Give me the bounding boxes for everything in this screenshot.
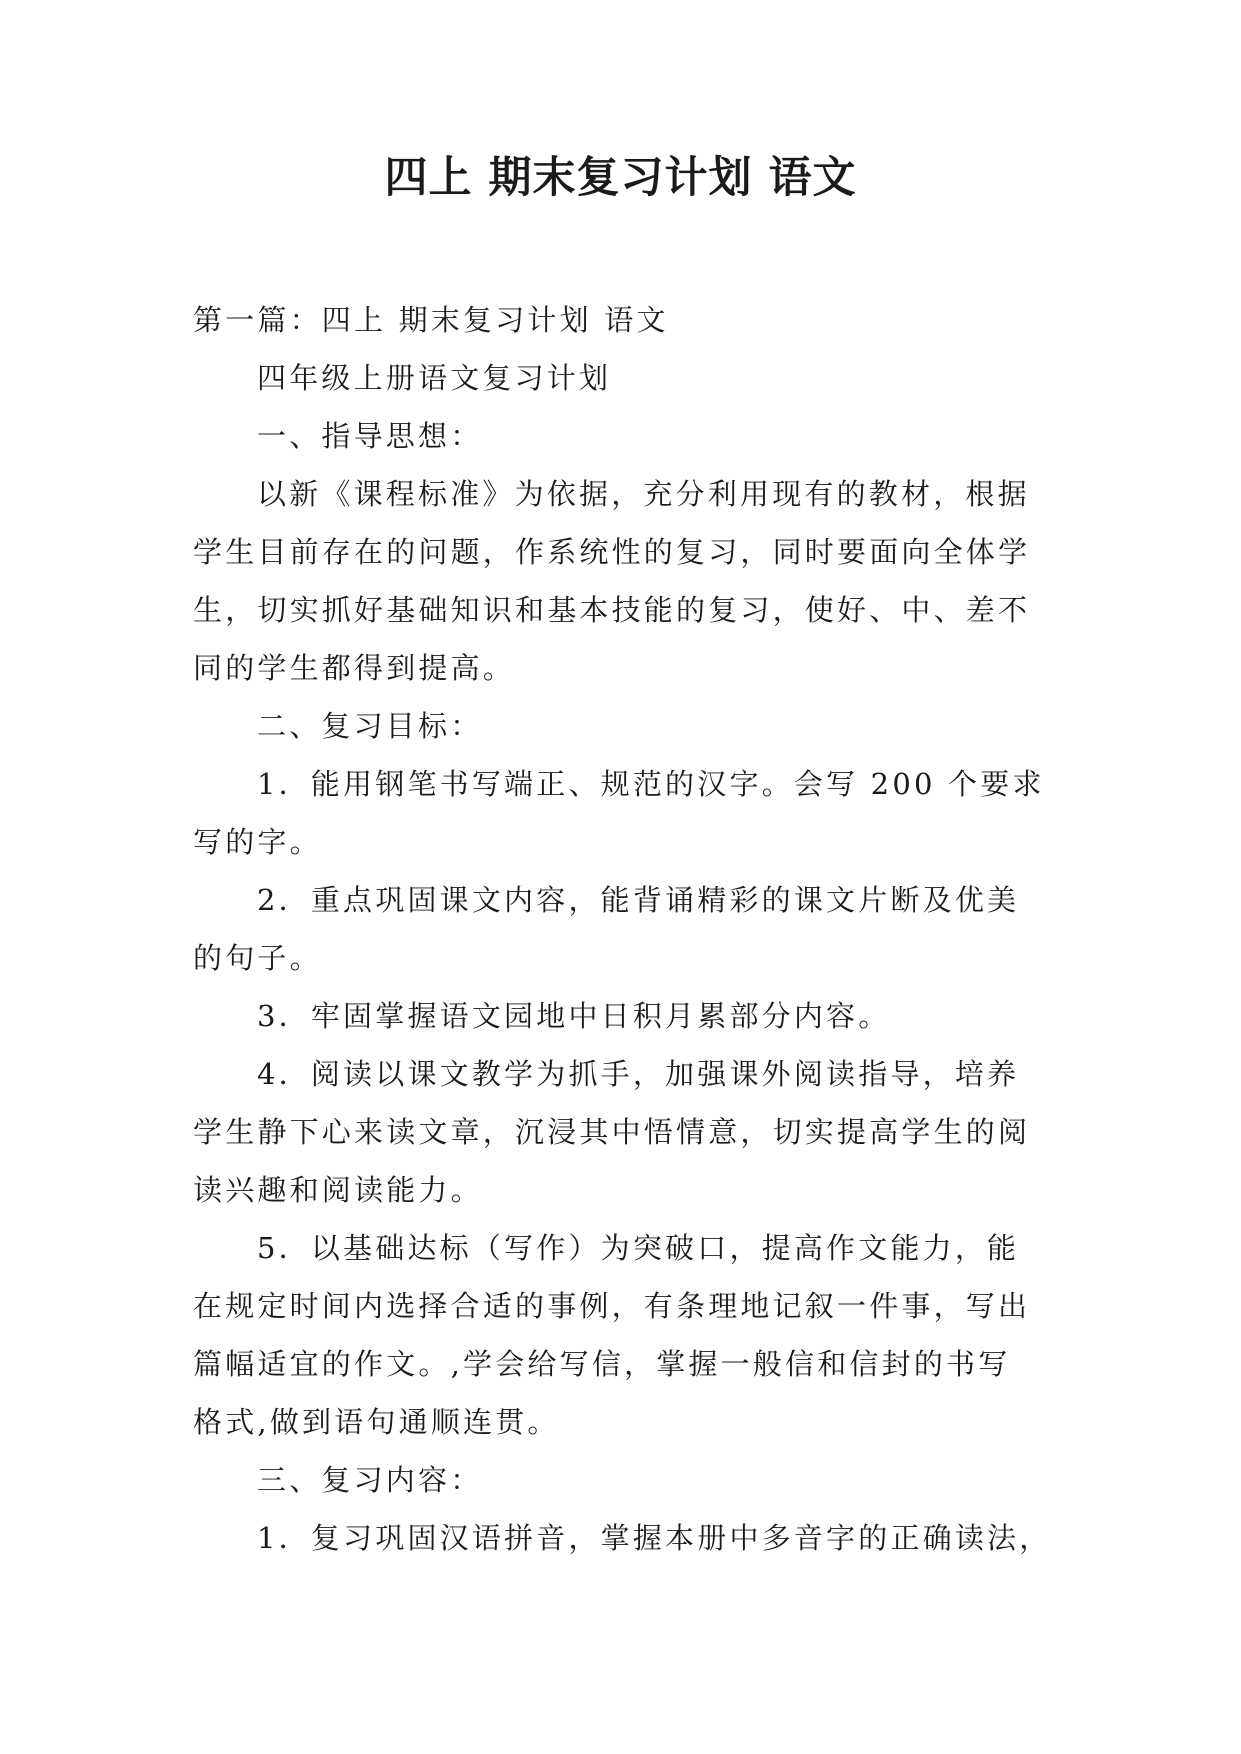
text-line: 1．复习巩固汉语拼音，掌握本册中多音字的正确读法， <box>257 1521 1052 1555</box>
text-line: 三、复习内容： <box>257 1463 483 1497</box>
text-line: 篇幅适宜的作文。,学会给写信，掌握一般信和信封的书写 <box>193 1347 1011 1381</box>
text-line: 5．以基础达标（写作）为突破口，提高作文能力，能 <box>257 1231 1020 1265</box>
text-line: 学生目前存在的问题，作系统性的复习，同时要面向全体学 <box>193 535 1031 569</box>
text-line: 生，切实抓好基础知识和基本技能的复习，使好、中、差不 <box>193 593 1031 627</box>
document-body <box>193 291 1055 1567</box>
text-line: 在规定时间内选择合适的事例，有条理地记叙一件事，写出 <box>193 1289 1031 1323</box>
document-title: 四上 期末复习计划 语文 <box>384 153 857 203</box>
text-line: 2．重点巩固课文内容，能背诵精彩的课文片断及优美 <box>257 883 1020 917</box>
text-line: 读兴趣和阅读能力。 <box>193 1173 483 1207</box>
text-line: 二、复习目标： <box>257 709 483 743</box>
text-line: 同的学生都得到提高。 <box>193 651 516 685</box>
text-line: 的句子。 <box>193 941 322 975</box>
text-line: 3．牢固掌握语文园地中日积月累部分内容。 <box>257 999 891 1033</box>
text-line: 学生静下心来读文章，沉浸其中悟情意，切实提高学生的阅 <box>193 1115 1031 1149</box>
text-line: 4．阅读以课文教学为抓手，加强课外阅读指导，培养 <box>257 1057 1020 1091</box>
text-line: 以新《课程标准》为依据，充分利用现有的教材，根据 <box>257 477 1030 511</box>
text-line: 一、指导思想： <box>257 419 483 453</box>
text-line: 四年级上册语文复习计划 <box>257 361 612 395</box>
text-line: 1．能用钢笔书写端正、规范的汉字。会写 200 个要求 <box>257 767 1045 801</box>
text-line: 第一篇：四上 期末复习计划 语文 <box>193 303 669 337</box>
text-line: 格式,做到语句通顺连贯。 <box>193 1405 560 1439</box>
text-line: 写的字。 <box>193 825 322 859</box>
